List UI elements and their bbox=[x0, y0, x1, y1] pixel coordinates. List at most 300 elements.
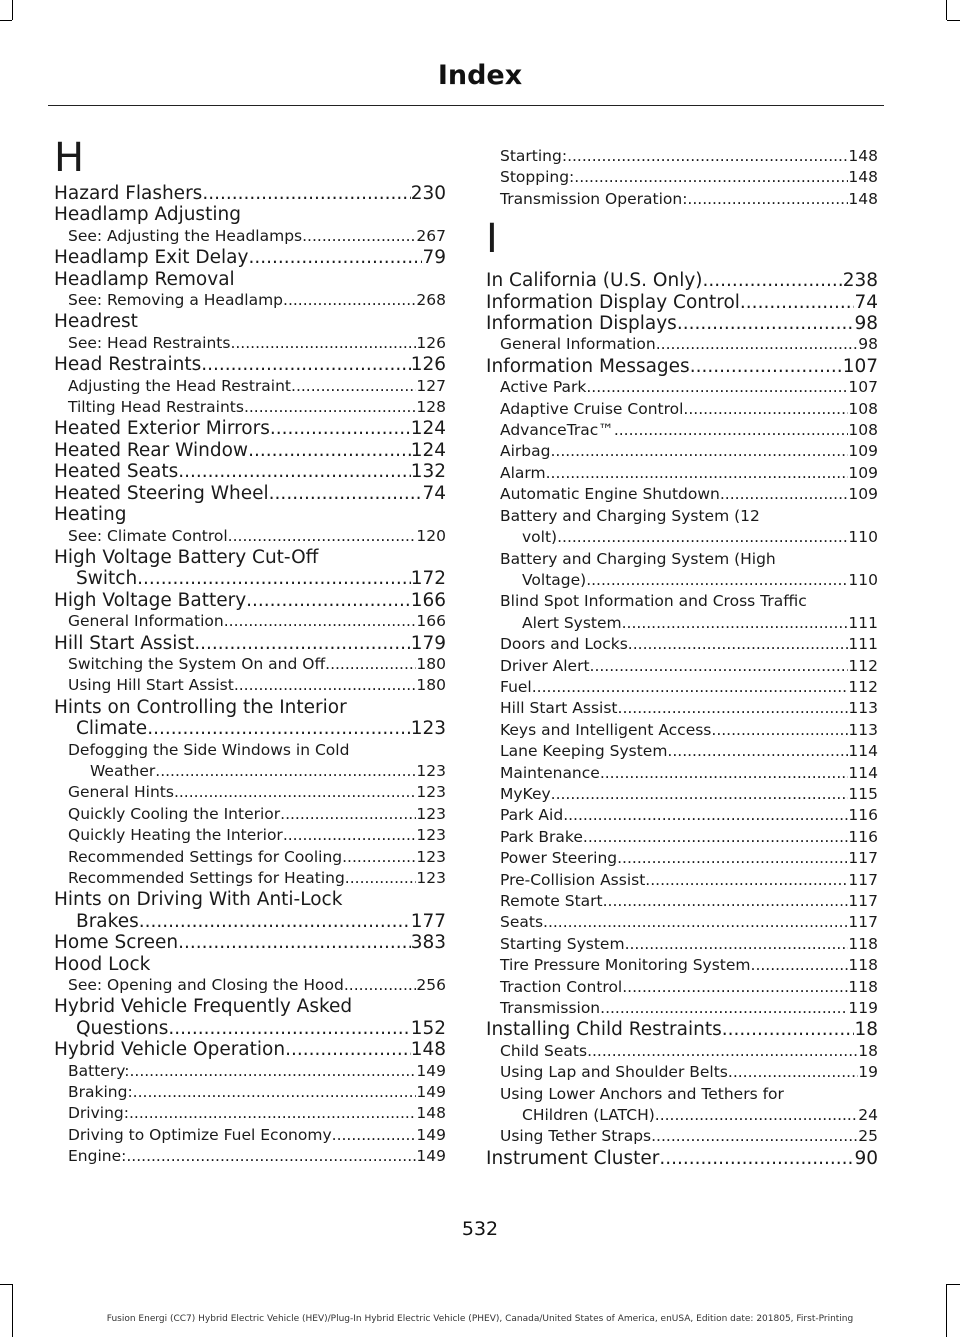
index-entry bbox=[54, 804, 446, 825]
entry-title: See: Removing a Headlamp bbox=[68, 291, 284, 310]
entry-title: Hill Start Assist bbox=[500, 699, 618, 718]
dot-leader bbox=[567, 146, 848, 167]
entry-page-number: 166 bbox=[416, 612, 446, 631]
entry-page-number: 109 bbox=[848, 485, 878, 504]
dot-leader bbox=[728, 1062, 858, 1083]
dot-leader bbox=[722, 1019, 855, 1040]
entry-title: Traction Control bbox=[500, 977, 623, 996]
index-entry bbox=[54, 418, 446, 439]
entry-title: Questions bbox=[76, 1017, 169, 1039]
dot-leader bbox=[224, 611, 417, 632]
index-entry bbox=[486, 334, 878, 355]
index-entries-continued bbox=[486, 146, 878, 210]
entry-page-number: 126 bbox=[410, 354, 446, 376]
entry-title: Head Restraints bbox=[54, 354, 202, 376]
crop-mark-bottom-left-v bbox=[12, 1284, 13, 1337]
entry-page-number: 112 bbox=[848, 677, 878, 696]
entry-page-number: 148 bbox=[848, 189, 878, 208]
entry-title: Starting System bbox=[500, 934, 625, 953]
crop-mark-bottom-right-v bbox=[946, 1284, 947, 1337]
index-entry bbox=[486, 784, 878, 805]
index-entry bbox=[54, 333, 446, 354]
entry-title: Automatic Engine Shutdown bbox=[500, 485, 720, 504]
entry-page-number: 180 bbox=[416, 654, 446, 673]
entry-page-number: 117 bbox=[848, 870, 878, 889]
entry-page-number: 119 bbox=[848, 999, 878, 1018]
entry-title: See: Climate Control bbox=[68, 526, 228, 545]
index-entry bbox=[486, 698, 878, 719]
entry-title: volt) bbox=[522, 528, 558, 547]
index-heading: Hints on Driving With Anti-Lock bbox=[54, 889, 343, 911]
dot-leader bbox=[603, 891, 849, 912]
index-entry bbox=[486, 934, 878, 955]
index-heading: Blind Spot Information and Cross Traffic bbox=[500, 592, 807, 611]
entry-page-number: 172 bbox=[410, 568, 446, 590]
entry-page-number: 152 bbox=[410, 1017, 446, 1039]
index-heading: Battery and Charging System (High bbox=[500, 549, 776, 568]
entry-page-number: 117 bbox=[848, 892, 878, 910]
index-entry bbox=[486, 763, 878, 784]
index-entry bbox=[486, 313, 878, 334]
dot-leader bbox=[230, 333, 416, 354]
index-entry bbox=[54, 675, 446, 696]
dot-leader bbox=[201, 354, 410, 375]
entry-page-number: 177 bbox=[410, 910, 446, 932]
dot-leader bbox=[683, 399, 848, 420]
page-title: Index bbox=[437, 60, 523, 91]
entry-page-number: 148 bbox=[416, 1104, 446, 1123]
entry-title: Hybrid Vehicle Operation bbox=[54, 1039, 286, 1061]
entry-page-number: 90 bbox=[854, 1147, 878, 1169]
entry-title: Adaptive Cruise Control bbox=[500, 399, 684, 418]
entry-title: Headlamp Exit Delay bbox=[54, 247, 249, 269]
index-entry bbox=[486, 463, 878, 484]
entry-title: Installing Child Restraints bbox=[486, 1019, 722, 1041]
entry-title: Hill Start Assist bbox=[54, 632, 195, 654]
entry-title: Heated Steering Wheel bbox=[54, 482, 269, 504]
index-entry bbox=[54, 354, 446, 375]
index-entry bbox=[54, 825, 446, 846]
index-entry bbox=[54, 932, 446, 953]
entry-page-number: 128 bbox=[416, 398, 446, 417]
index-entry bbox=[54, 526, 446, 547]
entry-title: Engine: bbox=[68, 1147, 127, 1166]
index-entry bbox=[486, 891, 878, 912]
crop-mark-bottom-right-h bbox=[947, 1284, 960, 1285]
index-entry bbox=[54, 868, 446, 889]
entry-page-number: 111 bbox=[848, 613, 878, 632]
entry-title: General Information bbox=[500, 335, 656, 354]
index-heading: Headlamp Removal bbox=[54, 268, 235, 290]
entry-page-number: 74 bbox=[854, 291, 878, 313]
dot-leader bbox=[586, 570, 848, 591]
index-entries bbox=[486, 270, 878, 1169]
entry-page-number: 180 bbox=[416, 676, 446, 695]
entry-page-number: 123 bbox=[410, 718, 446, 740]
section-letter: I bbox=[486, 216, 498, 263]
entry-title: Adjusting the Head Restraint bbox=[68, 376, 292, 395]
entry-page-number: 123 bbox=[416, 804, 446, 823]
dot-leader bbox=[550, 441, 848, 462]
index-entry bbox=[54, 440, 446, 461]
index-entry bbox=[486, 827, 878, 848]
dot-leader bbox=[178, 932, 411, 953]
entry-page-number: 127 bbox=[416, 376, 446, 395]
dot-leader bbox=[546, 463, 849, 484]
dot-leader bbox=[283, 825, 417, 846]
index-entry bbox=[486, 1019, 878, 1040]
dot-leader bbox=[139, 911, 411, 932]
dot-leader bbox=[651, 1126, 858, 1147]
entry-title: Voltage) bbox=[522, 570, 587, 589]
index-entry bbox=[54, 461, 446, 482]
entry-page-number: 114 bbox=[848, 742, 878, 761]
footer-text: Fusion Energi (CC7) Hybrid Electric Vehicle (HEV)/Plug-In Hybrid Electric Vehicle (PHEV), Canada/United States of America, enUSA, Edition date: 201805, First-Printing bbox=[106, 1314, 854, 1324]
entry-page-number: 268 bbox=[416, 291, 446, 310]
index-entry bbox=[486, 848, 878, 869]
entry-page-number: 115 bbox=[848, 784, 878, 803]
index-entry bbox=[54, 633, 446, 654]
entry-title: Climate bbox=[76, 718, 148, 740]
crop-mark-top-right-h bbox=[947, 20, 960, 21]
index-entry bbox=[54, 911, 446, 932]
dot-leader bbox=[285, 1039, 411, 1060]
index-entry bbox=[486, 677, 878, 698]
entry-page-number: 116 bbox=[848, 806, 878, 825]
index-entry bbox=[486, 977, 878, 998]
entry-page-number: 123 bbox=[416, 847, 446, 866]
dot-leader bbox=[178, 461, 410, 482]
index-entry bbox=[54, 975, 446, 996]
dot-leader bbox=[174, 782, 416, 803]
index-entry bbox=[54, 1146, 446, 1167]
index-column-left bbox=[54, 136, 446, 1168]
dot-leader bbox=[129, 1061, 416, 1082]
entry-title: Seats bbox=[500, 913, 544, 932]
entry-title: Instrument Cluster bbox=[486, 1147, 660, 1169]
crop-mark-top-left-h bbox=[0, 20, 12, 21]
entry-page-number: 117 bbox=[848, 849, 878, 868]
index-entries bbox=[54, 183, 446, 1168]
entry-page-number: 148 bbox=[848, 147, 878, 165]
dot-leader bbox=[587, 1041, 858, 1062]
entry-page-number: 24 bbox=[858, 1106, 878, 1125]
dot-leader bbox=[703, 270, 843, 291]
index-entry bbox=[54, 290, 446, 311]
index-entry bbox=[486, 1041, 878, 1062]
index-entry bbox=[486, 570, 878, 591]
index-entry bbox=[54, 568, 446, 589]
dot-leader bbox=[574, 167, 848, 188]
entry-page-number: 123 bbox=[416, 761, 446, 780]
dot-leader bbox=[302, 226, 416, 247]
index-entry bbox=[486, 146, 878, 167]
entry-page-number: 267 bbox=[416, 226, 446, 245]
dot-leader bbox=[344, 975, 417, 996]
index-heading: Hints on Controlling the Interior bbox=[54, 696, 347, 718]
dot-leader bbox=[600, 763, 849, 784]
entry-title: Tilting Head Restraints bbox=[68, 398, 244, 417]
dot-leader bbox=[202, 183, 410, 204]
entry-page-number: 110 bbox=[848, 570, 878, 589]
entry-page-number: 123 bbox=[416, 783, 446, 802]
index-column-right bbox=[486, 146, 878, 1169]
index-entry bbox=[486, 870, 878, 891]
entry-page-number: 113 bbox=[848, 720, 878, 739]
dot-leader bbox=[617, 848, 848, 869]
entry-title: Braking: bbox=[68, 1083, 133, 1102]
entry-page-number: 114 bbox=[848, 763, 878, 782]
entry-page-number: 108 bbox=[848, 399, 878, 418]
entry-title: Child Seats bbox=[500, 1041, 588, 1060]
entry-title: Weather bbox=[90, 761, 156, 780]
index-entry bbox=[54, 397, 446, 418]
entry-page-number: 123 bbox=[416, 869, 446, 887]
entry-title: Heated Exterior Mirrors bbox=[54, 418, 270, 440]
dot-leader bbox=[583, 827, 849, 848]
dot-leader bbox=[656, 334, 859, 355]
dot-leader bbox=[228, 526, 417, 547]
entry-title: Brakes bbox=[76, 910, 139, 932]
index-entry bbox=[54, 590, 446, 611]
dot-leader bbox=[711, 720, 848, 741]
entry-page-number: 109 bbox=[848, 442, 878, 461]
dot-leader bbox=[332, 1125, 417, 1146]
entry-page-number: 116 bbox=[848, 827, 878, 846]
dot-leader bbox=[168, 1018, 410, 1039]
entry-page-number: 74 bbox=[422, 482, 446, 504]
entry-title: Information Display Control bbox=[486, 291, 740, 313]
dot-leader bbox=[614, 420, 849, 441]
dot-leader bbox=[244, 397, 416, 418]
dot-leader bbox=[155, 761, 416, 782]
entry-title: Heated Rear Window bbox=[54, 439, 249, 461]
dot-leader bbox=[690, 356, 843, 377]
index-heading: Hood Lock bbox=[54, 953, 151, 975]
entry-title: See: Head Restraints bbox=[68, 333, 231, 352]
entry-page-number: 107 bbox=[848, 378, 878, 397]
index-heading: Headrest bbox=[54, 311, 138, 333]
dot-leader bbox=[628, 634, 849, 655]
entry-page-number: 132 bbox=[410, 461, 446, 483]
entry-title: Alert System bbox=[522, 613, 622, 632]
index-entry bbox=[486, 527, 878, 548]
entry-page-number: 18 bbox=[854, 1019, 878, 1041]
entry-title: Driving to Optimize Fuel Economy bbox=[68, 1125, 332, 1144]
index-entry bbox=[486, 634, 878, 655]
entry-page-number: 149 bbox=[416, 1061, 446, 1080]
entry-page-number: 120 bbox=[416, 526, 446, 545]
index-entry bbox=[54, 718, 446, 739]
dot-leader bbox=[687, 189, 848, 210]
index-entry bbox=[486, 912, 878, 933]
dot-leader bbox=[234, 675, 417, 696]
entry-page-number: 149 bbox=[416, 1083, 446, 1102]
page-number: 532 bbox=[461, 1218, 499, 1240]
entry-page-number: 109 bbox=[848, 463, 878, 482]
entry-page-number: 148 bbox=[410, 1039, 446, 1061]
entry-page-number: 124 bbox=[410, 439, 446, 461]
entry-page-number: 179 bbox=[410, 632, 446, 654]
entry-page-number: 124 bbox=[410, 418, 446, 440]
index-entry bbox=[54, 782, 446, 803]
entry-title: Using Hill Start Assist bbox=[68, 676, 234, 695]
entry-page-number: 110 bbox=[848, 528, 878, 547]
index-heading: High Voltage Battery Cut-Off bbox=[54, 546, 319, 568]
entry-page-number: 238 bbox=[842, 270, 878, 292]
dot-leader bbox=[543, 912, 848, 933]
dot-leader bbox=[283, 290, 416, 311]
index-entry bbox=[486, 270, 878, 291]
dot-leader bbox=[625, 934, 849, 955]
entry-page-number: 123 bbox=[416, 826, 446, 845]
entry-title: AdvanceTrac™ bbox=[500, 421, 614, 440]
index-entry bbox=[486, 167, 878, 188]
index-entry bbox=[486, 955, 878, 976]
index-entry bbox=[486, 613, 878, 634]
dot-leader bbox=[551, 784, 849, 805]
dot-leader bbox=[618, 698, 849, 719]
entry-title: Fuel bbox=[500, 677, 532, 696]
entry-page-number: 19 bbox=[858, 1063, 878, 1082]
dot-leader bbox=[270, 418, 411, 439]
index-entry bbox=[486, 189, 878, 210]
dot-leader bbox=[532, 677, 849, 698]
index-entry bbox=[54, 226, 446, 247]
entry-title: Quickly Heating the Interior bbox=[68, 826, 283, 845]
entry-title: Stopping: bbox=[500, 168, 575, 187]
index-entry bbox=[54, 611, 446, 632]
header-rule bbox=[48, 105, 884, 106]
index-entry bbox=[486, 420, 878, 441]
entry-title: Doors and Locks bbox=[500, 635, 628, 654]
dot-leader bbox=[659, 1148, 854, 1169]
index-entry bbox=[54, 654, 446, 675]
index-entry bbox=[486, 1062, 878, 1083]
dot-leader bbox=[291, 376, 416, 397]
dot-leader bbox=[248, 440, 411, 461]
index-entry bbox=[486, 441, 878, 462]
entry-page-number: 118 bbox=[848, 956, 878, 975]
dot-leader bbox=[246, 590, 411, 611]
dot-leader bbox=[667, 741, 848, 762]
dot-leader bbox=[280, 804, 416, 825]
index-heading: Hybrid Vehicle Frequently Asked bbox=[54, 996, 353, 1018]
dot-leader bbox=[248, 247, 422, 268]
entry-title: MyKey bbox=[500, 784, 551, 803]
entry-page-number: 126 bbox=[416, 333, 446, 352]
entry-title: Maintenance bbox=[500, 763, 600, 782]
entry-title: Hazard Flashers bbox=[54, 183, 203, 204]
entry-title: Information Displays bbox=[486, 313, 677, 335]
index-entry bbox=[54, 1125, 446, 1146]
dot-leader bbox=[645, 870, 848, 891]
entry-page-number: 230 bbox=[410, 183, 446, 204]
index-entry bbox=[486, 656, 878, 677]
entry-page-number: 148 bbox=[848, 168, 878, 187]
index-entry bbox=[486, 356, 878, 377]
entry-title: Heated Seats bbox=[54, 461, 179, 483]
entry-page-number: 256 bbox=[416, 976, 446, 995]
entry-page-number: 383 bbox=[410, 932, 446, 954]
dot-leader bbox=[194, 633, 410, 654]
entry-page-number: 107 bbox=[842, 355, 878, 377]
crop-mark-bottom-left-h bbox=[0, 1284, 12, 1285]
entry-page-number: 117 bbox=[848, 913, 878, 932]
index-entry bbox=[54, 183, 446, 204]
index-heading: Defogging the Side Windows in Cold bbox=[68, 740, 350, 759]
dot-leader bbox=[677, 313, 855, 334]
entry-title: Starting: bbox=[500, 147, 568, 165]
entry-title: Alarm bbox=[500, 463, 546, 482]
entry-title: Battery: bbox=[68, 1061, 130, 1080]
entry-title: Using Lap and Shoulder Belts bbox=[500, 1063, 728, 1082]
index-entry bbox=[54, 247, 446, 268]
dot-leader bbox=[126, 1146, 416, 1167]
dot-leader bbox=[622, 613, 849, 634]
entry-title: Home Screen bbox=[54, 932, 179, 954]
entry-title: Information Messages bbox=[486, 355, 690, 377]
entry-title: Transmission Operation: bbox=[500, 189, 688, 208]
entry-title: Remote Start bbox=[500, 892, 603, 910]
entry-title: See: Adjusting the Headlamps bbox=[68, 226, 303, 245]
entry-title: Keys and Intelligent Access bbox=[500, 720, 712, 739]
index-entry bbox=[486, 998, 878, 1019]
entry-title: Switch bbox=[76, 568, 138, 590]
index-entry bbox=[486, 1105, 878, 1126]
index-entry bbox=[486, 741, 878, 762]
index-entry bbox=[486, 484, 878, 505]
dot-leader bbox=[129, 1103, 416, 1124]
section-letter: H bbox=[54, 135, 85, 181]
dot-leader bbox=[622, 977, 848, 998]
index-entry bbox=[54, 1061, 446, 1082]
index-entry bbox=[486, 720, 878, 741]
entry-title: Recommended Settings for Cooling bbox=[68, 847, 343, 866]
index-entry bbox=[54, 483, 446, 504]
index-entry bbox=[54, 761, 446, 782]
entry-title: Tire Pressure Monitoring System bbox=[500, 956, 751, 975]
index-entry bbox=[486, 1126, 878, 1147]
entry-title: See: Opening and Closing the Hood bbox=[68, 976, 344, 995]
entry-page-number: 118 bbox=[848, 977, 878, 996]
dot-leader bbox=[740, 292, 855, 313]
entry-title: Transmission bbox=[500, 999, 601, 1018]
dot-leader bbox=[133, 1082, 417, 1103]
index-entry bbox=[486, 1148, 878, 1169]
crop-mark-top-right-v bbox=[946, 0, 947, 20]
entry-title: Park Brake bbox=[500, 827, 583, 846]
dot-leader bbox=[563, 805, 848, 826]
entry-page-number: 25 bbox=[858, 1127, 878, 1146]
dot-leader bbox=[586, 377, 848, 398]
dot-leader bbox=[147, 718, 410, 739]
entry-page-number: 166 bbox=[410, 589, 446, 611]
index-entry bbox=[486, 805, 878, 826]
entry-page-number: 112 bbox=[848, 656, 878, 675]
dot-leader bbox=[600, 998, 848, 1019]
entry-page-number: 108 bbox=[848, 421, 878, 440]
dot-leader bbox=[557, 527, 848, 548]
entry-page-number: 118 bbox=[848, 934, 878, 953]
index-entry bbox=[54, 847, 446, 868]
entry-page-number: 111 bbox=[848, 635, 878, 654]
index-entry bbox=[486, 399, 878, 420]
index-entry bbox=[486, 377, 878, 398]
dot-leader bbox=[720, 484, 849, 505]
index-heading: Battery and Charging System (12 bbox=[500, 506, 760, 525]
entry-title: Active Park bbox=[500, 378, 587, 397]
